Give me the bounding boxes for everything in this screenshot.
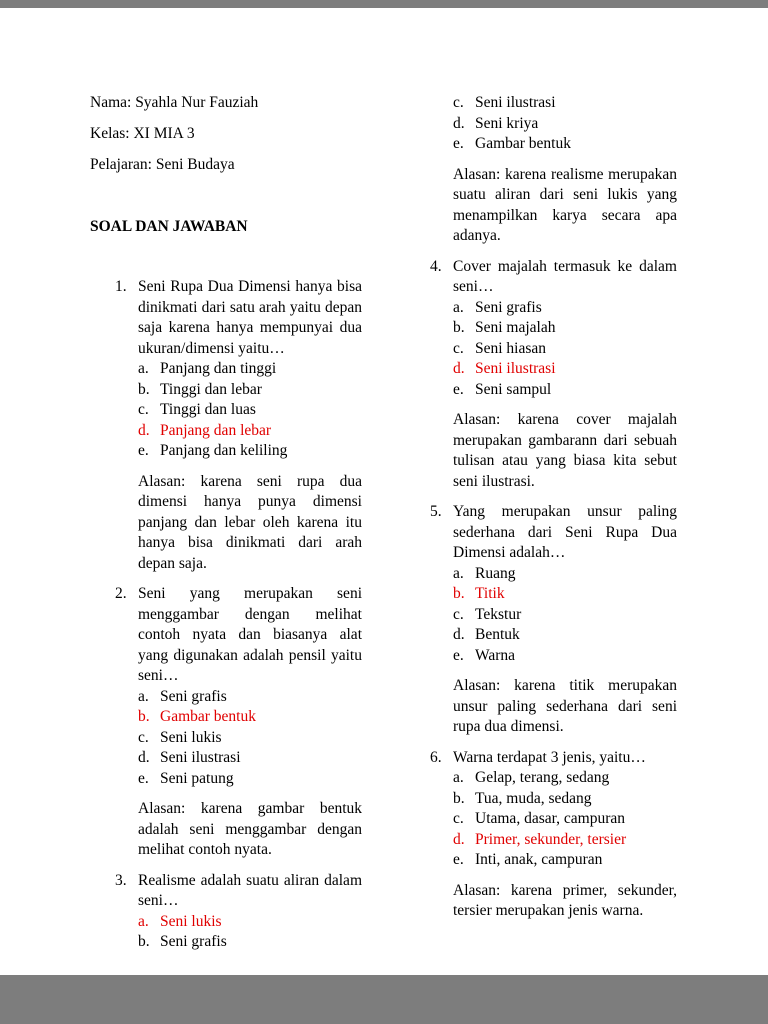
question-block — [90, 277, 362, 462]
option-text: Titik — [475, 585, 505, 602]
option-label: c. — [453, 810, 464, 827]
option-label: d. — [453, 626, 465, 643]
option-item-correct — [453, 584, 677, 605]
option-text: Seni ilustrasi — [160, 749, 241, 766]
option-text: Gambar bentuk — [475, 135, 571, 152]
student-meta-line: Kelas: XI MIA 3 — [90, 125, 195, 142]
student-meta-line: Nama: Syahla Nur Fauziah — [90, 94, 259, 111]
option-text: Seni majalah — [475, 319, 556, 336]
options-list — [90, 359, 362, 462]
options-continuation — [405, 93, 677, 155]
option-item — [138, 932, 362, 953]
question-block — [90, 871, 362, 953]
answer-explanation: Alasan: karena gambar bentuk adalah seni menggambar dengan melihat contoh nyata. — [138, 800, 362, 858]
question-number: 3. — [115, 871, 127, 889]
option-item — [138, 380, 362, 401]
option-label: e. — [453, 646, 464, 664]
option-text: Inti, anak, campuran — [475, 851, 603, 868]
option-label: d. — [453, 360, 465, 377]
option-item — [453, 564, 677, 585]
option-text: Seni hiasan — [475, 339, 547, 357]
option-text: Bentuk — [475, 626, 520, 643]
option-item-correct — [138, 421, 362, 442]
question-block — [405, 257, 677, 401]
option-item — [453, 850, 677, 871]
question-number: 5. — [430, 503, 442, 520]
question-text: Seni Rupa Dua Dimensi hanya bisa dinikmati dari satu arah yaitu depan saja karena hanya mempunyai dua ukuran/dimensi yaitu… — [138, 278, 362, 357]
option-item — [453, 809, 677, 830]
option-label: a. — [138, 912, 149, 930]
option-label: b. — [453, 585, 465, 602]
option-label: b. — [453, 319, 465, 336]
options-list — [90, 912, 362, 953]
options-list — [405, 564, 677, 667]
question-head — [405, 257, 677, 298]
option-text: Gambar bentuk — [160, 708, 256, 725]
answer-explanation: Alasan: karena primer, sekunder, tersier merupakan jenis warna. — [453, 881, 677, 919]
options-list — [405, 768, 677, 871]
option-label: c. — [138, 401, 149, 418]
option-label: a. — [453, 769, 464, 786]
option-text: Primer, sekunder, tersier — [475, 830, 627, 848]
option-item — [453, 768, 677, 789]
option-text: Tekstur — [475, 605, 522, 623]
question-text: Realisme adalah suatu aliran dalam seni… — [138, 871, 362, 909]
option-label: e. — [138, 769, 149, 787]
option-text: Seni ilustrasi — [475, 360, 556, 377]
section-heading: SOAL DAN JAWABAN — [90, 217, 248, 235]
option-item — [138, 359, 362, 380]
option-label: a. — [138, 687, 149, 705]
question-block — [405, 502, 677, 666]
student-meta-line: Pelajaran: Seni Budaya — [90, 156, 235, 173]
option-label: a. — [453, 564, 464, 582]
option-item — [138, 687, 362, 708]
option-text: Seni patung — [160, 769, 234, 787]
answer-explanation: Alasan: karena cover majalah merupakan gambarann dari sebuah tulisan atau yang biasa kita sebut seni ilustrasi. — [453, 411, 677, 490]
option-item — [138, 748, 362, 769]
question-number: 2. — [115, 585, 127, 602]
option-item — [138, 441, 362, 462]
option-item — [453, 298, 677, 319]
option-label: c. — [453, 605, 464, 623]
option-item — [138, 728, 362, 749]
option-text: Seni grafis — [475, 298, 542, 316]
two-column-layout — [90, 93, 768, 963]
answer-explanation: Alasan: karena realisme merupakan suatu aliran dari seni lukis yang menampilkan karya secara apa adanya. — [453, 165, 677, 244]
option-item — [453, 625, 677, 646]
option-text: Panjang dan tinggi — [160, 360, 277, 377]
option-item — [453, 339, 677, 360]
option-text: Seni ilustrasi — [475, 94, 556, 111]
option-text: Utama, dasar, campuran — [475, 810, 626, 827]
option-text: Gelap, terang, sedang — [475, 769, 610, 786]
option-label: b. — [138, 708, 150, 725]
question-head — [90, 277, 362, 359]
question-block — [405, 748, 677, 871]
question-text: Yang merupakan unsur paling sederhana dari Seni Rupa Dua Dimensi adalah… — [453, 503, 677, 561]
option-text: Seni lukis — [160, 912, 222, 930]
options-list — [405, 298, 677, 401]
option-item-correct — [138, 707, 362, 728]
option-text: Tinggi dan luas — [160, 401, 256, 418]
answer-explanation: Alasan: karena titik merupakan unsur paling sederhana dari seni rupa dua dimensi. — [453, 677, 677, 735]
question-head — [90, 871, 362, 912]
option-item — [453, 318, 677, 339]
option-text: Seni kriya — [475, 114, 539, 132]
question-number: 1. — [115, 278, 127, 295]
option-item — [453, 605, 677, 626]
question-block — [90, 584, 362, 789]
option-item — [453, 789, 677, 810]
options-list — [90, 687, 362, 790]
option-label: d. — [453, 830, 465, 848]
column-right — [405, 93, 677, 963]
option-label: c. — [138, 728, 149, 746]
option-text: Tinggi dan lebar — [160, 380, 262, 398]
option-label: a. — [453, 298, 464, 316]
option-label: e. — [138, 442, 149, 459]
question-head — [90, 584, 362, 687]
option-item — [453, 114, 677, 135]
option-text: Seni sampul — [475, 380, 552, 398]
question-text: Warna terdapat 3 jenis, yaitu… — [453, 748, 646, 766]
option-label: d. — [453, 114, 465, 132]
option-item — [138, 400, 362, 421]
option-text: Seni grafis — [160, 687, 227, 705]
option-text: Tua, muda, sedang — [475, 789, 592, 807]
options-list — [405, 93, 677, 155]
option-item — [453, 646, 677, 667]
question-text: Cover majalah termasuk ke dalam seni… — [453, 257, 677, 295]
option-label: e. — [453, 135, 464, 152]
option-label: a. — [138, 360, 149, 377]
question-head — [405, 748, 677, 769]
option-label: d. — [138, 421, 150, 439]
option-text: Ruang — [475, 564, 516, 582]
option-item — [453, 134, 677, 155]
option-text: Seni grafis — [160, 933, 227, 950]
option-label: e. — [453, 851, 464, 868]
option-item — [453, 380, 677, 401]
option-label: d. — [138, 749, 150, 766]
document-page — [0, 8, 768, 975]
option-label: b. — [453, 789, 465, 807]
option-item — [453, 93, 677, 114]
option-label: c. — [453, 339, 464, 357]
option-item-correct — [453, 359, 677, 380]
option-item-correct — [138, 912, 362, 933]
option-item-correct — [453, 830, 677, 851]
option-item — [138, 769, 362, 790]
column-left — [90, 93, 362, 963]
option-label: c. — [453, 94, 464, 111]
option-text: Seni lukis — [160, 728, 222, 746]
answer-explanation: Alasan: karena seni rupa dua dimensi hanya punya dimensi panjang dan lebar oleh karena itu hanya bisa dinikmati dari arah depan saja. — [138, 472, 362, 572]
question-text: Seni yang merupakan seni menggambar dengan melihat contoh nyata dan biasanya alat yang digunakan adalah pensil yaitu seni… — [138, 585, 362, 684]
question-number: 6. — [430, 748, 442, 766]
option-label: e. — [453, 380, 464, 398]
option-text: Panjang dan lebar — [160, 421, 272, 439]
option-label: b. — [138, 380, 150, 398]
question-head — [405, 502, 677, 564]
option-label: b. — [138, 933, 150, 950]
option-text: Warna — [475, 646, 516, 664]
option-text: Panjang dan keliling — [160, 442, 288, 459]
question-number: 4. — [430, 257, 442, 275]
